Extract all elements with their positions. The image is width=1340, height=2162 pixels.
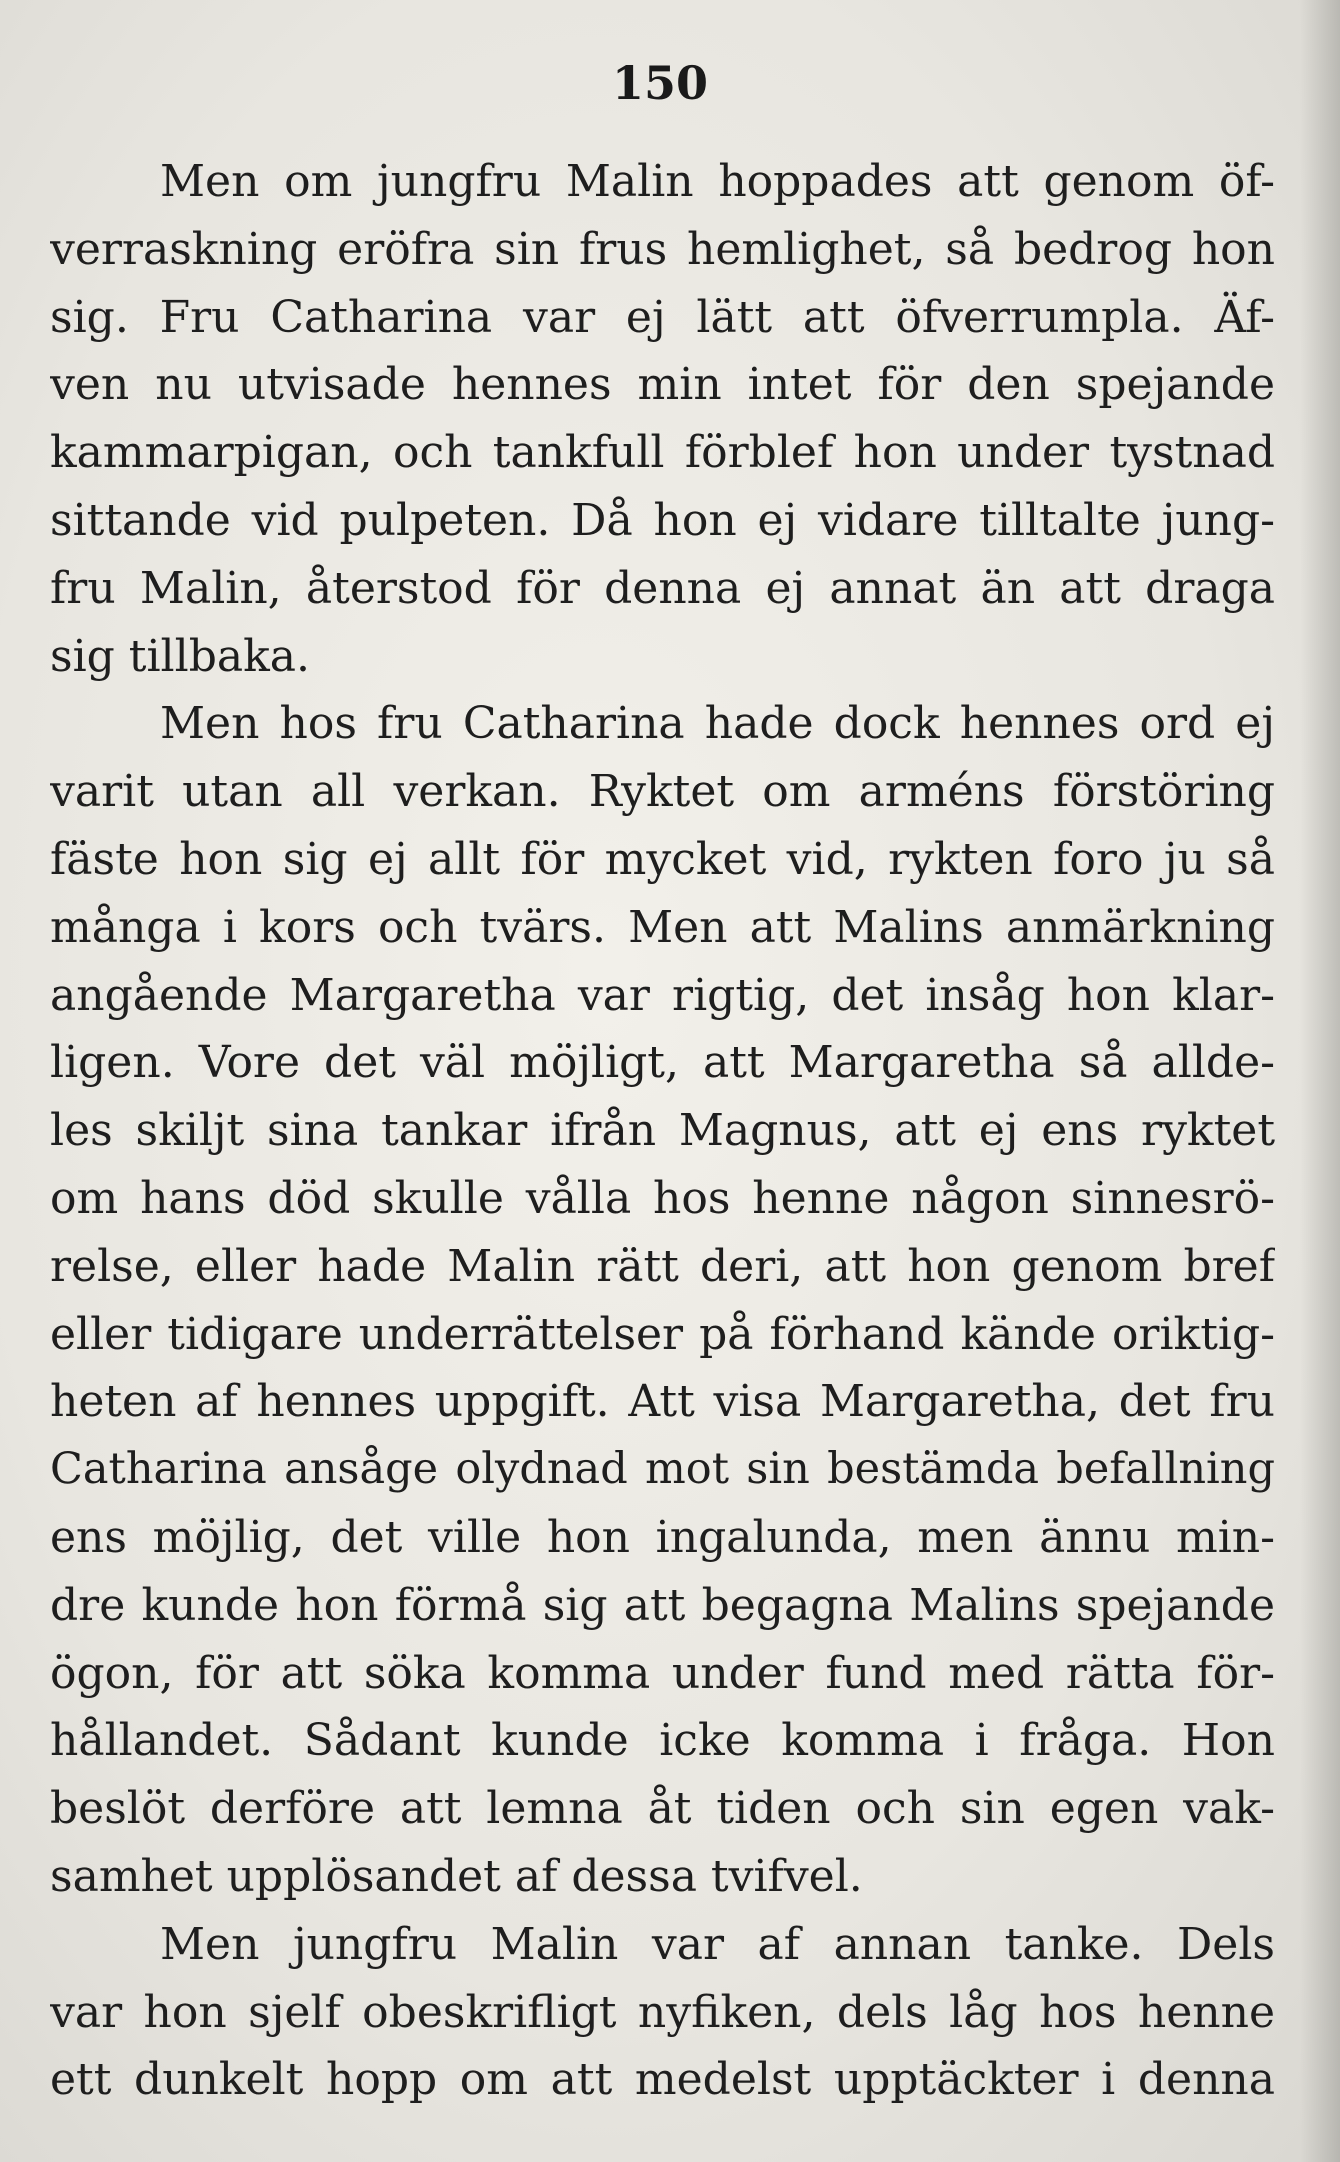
text-line: verraskning eröfra sin frus hemlighet, så bedrog hon	[50, 223, 1275, 275]
text-line: les skiljt sina tankar ifrån Magnus, att ej ens ryktet	[50, 1105, 1275, 1157]
page-edge-shadow	[1300, 0, 1340, 2162]
text-line: sittande vid pulpeten. Då hon ej vidare tilltalte jung-	[50, 494, 1275, 546]
text-line: dre kunde hon förmå sig att begagna Malins spejande	[50, 1579, 1275, 1631]
text-line: heten af hennes uppgift. Att visa Margaretha, det fru	[50, 1376, 1275, 1428]
text-line: beslöt derföre att lemna åt tiden och sin egen vak-	[50, 1783, 1275, 1835]
text-line: fäste hon sig ej allt för mycket vid, rykten foro ju så	[50, 833, 1275, 885]
body-text	[50, 148, 1275, 2114]
text-line: ens möjlig, det ville hon ingalunda, men ännu min-	[50, 1511, 1275, 1563]
text-line: eller tidigare underrättelser på förhand kände oriktig-	[50, 1308, 1275, 1360]
text-line: ett dunkelt hopp om att medelst upptäckter i denna	[50, 2054, 1275, 2106]
text-line: sig tillbaka.	[50, 630, 310, 682]
text-line: fru Malin, återstod för denna ej annat än att draga	[50, 562, 1275, 614]
text-line: samhet upplösandet af dessa tvifvel.	[50, 1850, 863, 1902]
text-line: kammarpigan, och tankfull förblef hon under tystnad	[50, 427, 1275, 479]
text-line: om hans död skulle vålla hos henne någon sinnesrö-	[50, 1172, 1275, 1224]
text-line: ligen. Vore det väl möjligt, att Margaretha så allde-	[50, 1037, 1275, 1089]
text-line: Catharina ansåge olydnad mot sin bestämda befallning	[50, 1444, 1275, 1495]
page-number: 150	[611, 56, 709, 110]
text-line: många i kors och tvärs. Men att Malins anmärkning	[50, 901, 1275, 953]
text-line: ögon, för att söka komma under fund med rätta för-	[50, 1647, 1275, 1699]
text-line: varit utan all verkan. Ryktet om arméns förstöring	[50, 766, 1275, 818]
text-line: relse, eller hade Malin rätt deri, att hon genom bref	[50, 1240, 1275, 1292]
text-line: angående Margaretha var rigtig, det insåg hon klar-	[50, 969, 1275, 1021]
text-line: Men hos fru Catharina hade dock hennes ord ej	[160, 698, 1275, 750]
text-line: Men om jungfru Malin hoppades att genom öf-	[160, 156, 1275, 207]
text-line: var hon sjelf obeskrifligt nyfiken, dels låg hos henne	[50, 1986, 1275, 2038]
text-line: Men jungfru Malin var af annan tanke. Dels	[160, 1918, 1275, 1970]
text-line: sig. Fru Catharina var ej lätt att öfverrumpla. Äf-	[50, 291, 1275, 343]
text-line: hållandet. Sådant kunde icke komma i fråga. Hon	[50, 1715, 1275, 1767]
text-line: ven nu utvisade hennes min intet för den spejande	[50, 359, 1275, 411]
